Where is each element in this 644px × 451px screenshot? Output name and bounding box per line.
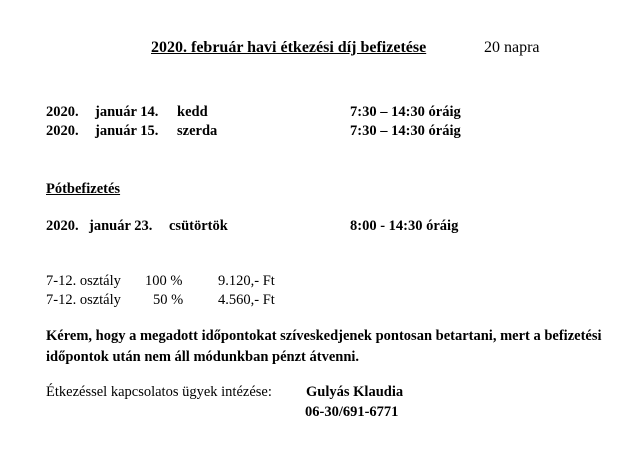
page-title: 2020. február havi étkezési díj befizetése — [151, 39, 427, 56]
payment-time-2: 7:30 – 14:30 óráig — [350, 123, 461, 139]
page-subtitle: 20 napra — [484, 39, 540, 56]
payment-weekday-2: szerda — [177, 123, 218, 139]
payment-day-1: január 14. — [95, 104, 159, 120]
payment-day-2: január 15. — [95, 123, 159, 139]
fee-grade-2: 7-12. osztály — [46, 292, 121, 308]
contact-name: Gulyás Klaudia — [306, 384, 404, 400]
fee-grade-1: 7-12. osztály — [46, 273, 121, 289]
late-payment-year: 2020. — [46, 218, 79, 234]
contact-label: Étkezéssel kapcsolatos ügyek intézése: — [46, 384, 272, 400]
payment-weekday-1: kedd — [177, 104, 208, 120]
fee-percent-2: 50 % — [153, 292, 184, 308]
fee-amount-2: 4.560,- Ft — [218, 292, 275, 308]
payment-year-1: 2020. — [46, 104, 79, 120]
fee-amount-1: 9.120,- Ft — [218, 273, 275, 289]
late-payment-day: január 23. — [89, 218, 153, 234]
fee-percent-1: 100 % — [145, 273, 183, 289]
contact-phone: 06-30/691-6771 — [305, 404, 399, 420]
late-payment-time: 8:00 - 14:30 óráig — [350, 218, 459, 234]
payment-time-1: 7:30 – 14:30 óráig — [350, 104, 461, 120]
late-payment-weekday: csütörtök — [169, 218, 228, 234]
late-payment-heading: Pótbefizetés — [46, 181, 121, 197]
payment-year-2: 2020. — [46, 123, 79, 139]
payment-notice: Kérem, hogy a megadott időpontokat szíveskedjenek pontosan betartani, mert a befizetési időpontok után nem áll módunkban pénzt átvenni. — [46, 328, 602, 365]
